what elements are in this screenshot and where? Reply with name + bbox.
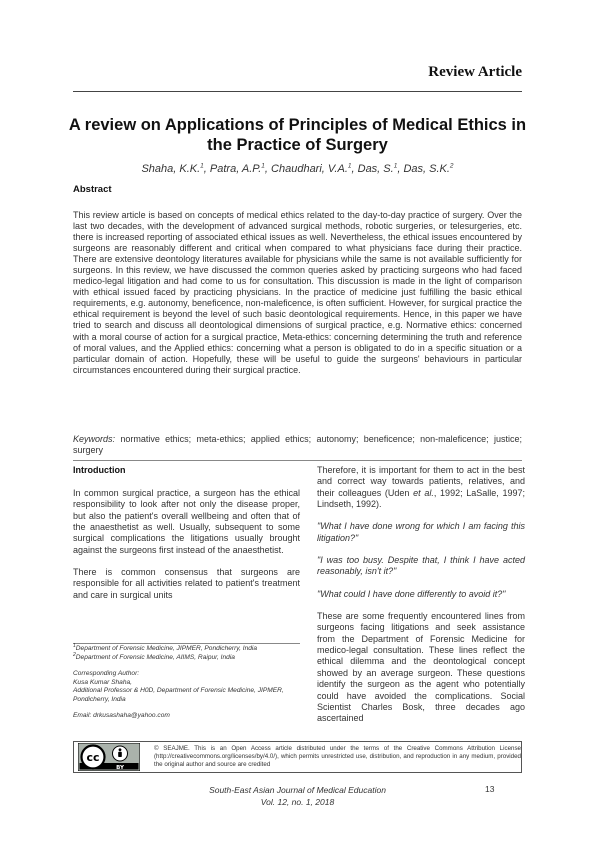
paragraph-text: Therefore, it is important for them to act in the best and correct way towards patients, relatives, and their colleagues (Uden — [317, 465, 525, 498]
introduction-heading: Introduction — [73, 465, 126, 475]
author-list: Shaha, K.K.$^1$, Patra, A.P.$^1$, Chaudhari, V.A.$^1$, Das, S.$^1$, Das, S.K.$^2$ — [141, 162, 454, 175]
keywords-list: normative ethics; meta-ethics; applied ethics; autonomy; beneficence; non-maleficence; justice; surgery — [73, 434, 522, 456]
author: Das, S. — [357, 163, 394, 175]
journal-volume: Vol. 12, no. 1, 2018 — [260, 797, 335, 807]
author: Chaudhari, V.A. — [271, 163, 348, 175]
right-column — [317, 465, 525, 736]
affiliation-mark: 1 — [347, 162, 352, 170]
author: Patra, A.P. — [209, 163, 262, 175]
cc-by-icon — [78, 743, 140, 771]
paragraph: There is common consensus that surgeons are responsible for all activities related to patient's treatment and care in surgical units — [73, 567, 300, 600]
page-number: 13 — [485, 784, 495, 794]
title-line-1: A review on Applications of Principles of Medical Ethics in — [68, 116, 527, 134]
affiliation-mark: 1 — [393, 162, 398, 170]
cc-by-badge — [78, 743, 140, 771]
abstract-body: This review article is based on concepts of medical ethics related to the day-to-day practice of surgery. Over the last two decades, with the development of advanced surgical methods, robotic surgeries, or telesurgeries, etc. there is increased reporting of associated ethical issues as well. Nevertheless, the ethical issues encountered by surgeons are reasonably different and critical when compared to what physicians face during their practice. There are extensive deontology literatures available for physicians while the same is not available sufficiently for surgeons. In this review, we have discussed the common queries asked by practicing surgeons who had faced medico-legal litigation and had come to us for consultation. This discussion is made in the light of comparison with ethical issued faced by practicing physicians. In the practice of medicine just fulfilling the basic ethical requirements, e.g. autonomy, beneficence, non-maleficence, is often sufficient. However, for surgical practice the ethical requirement is beyond the level of such basic deontological requirements. Hence, in this paper we have tried to search and discuss all deontological dimensions of surgical practice, e.g. Normative ethics: concerned with a moral course of action for a surgical practice, Meta-ethics: concerning determining the truth and reference of moral values, and the Applied ethics: concerning what a person is obligated to do in a specific situation or a particular domain of action. Hopefully, these will be useful to guide the surgeons' behaviours in particular circumstances encountered during their surgical practice. — [73, 210, 522, 375]
corresponding-position: Additional Professor & H0D, Department of Forensic Medicine, JIPMER, Pondicherry, India — [73, 687, 284, 703]
journal-name: South-East Asian Journal of Medical Education — [209, 785, 386, 795]
paragraph-text: , 1992; LaSalle, 1997; Lindseth, 1992). — [317, 487, 526, 510]
title-line-2: the Practice of Surgery — [207, 136, 388, 154]
footnotes — [73, 642, 303, 721]
corresponding-name: Kusa Kumar Shaha, — [73, 678, 133, 686]
paragraph — [317, 465, 525, 510]
affiliation-mark: 2 — [449, 162, 454, 170]
affiliation-mark: 1 — [261, 162, 265, 170]
author: Shaha, K.K. — [141, 163, 201, 175]
author: Das, S.K. — [403, 163, 450, 175]
quote: "I was too busy. Despite that, I think I have acted reasonably, isn't it?" — [317, 555, 525, 577]
paragraph: In common surgical practice, a surgeon has the ethical responsibility to look after not only the disease proper, but also the patient's overall wellbeing and often that of the anaesthetist as well. Usually, subsequent to some surgical complications the litigations usually brought against the surgeons first instead of the anaesthetist. — [73, 488, 300, 555]
by-letters: BY — [116, 765, 124, 771]
affiliation-mark: 1 — [73, 642, 76, 649]
quote: "What I have done wrong for which I am facing this litigation?" — [317, 521, 525, 543]
paragraph: These are some frequently encountered lines from surgeons facing litigations and seek assistance from the Department of Forensic Medicine for medico-legal consultation. These lines reflect the ethical dilemma and the deontological concept showed by an average surgeon. These questions identify the surgeon as the agent who potentially could have avoided the complications. Social Scientist Charles Bosk, three decades ago ascertained — [317, 611, 525, 724]
corresponding-email: Email: drkusashaha@yahoo.com — [73, 712, 170, 719]
section-divider — [73, 460, 522, 461]
abstract-heading: Abstract — [73, 184, 112, 195]
affiliation-mark: 1 — [200, 162, 204, 170]
quote: "What could I have done differently to avoid it?" — [317, 588, 506, 599]
footnote-divider — [73, 643, 300, 644]
article-title — [60, 115, 535, 155]
section-label: Review Article — [428, 64, 522, 80]
affiliation-text: Department of Forensic Medicine, JIPMER, Pondicherry, India — [75, 645, 258, 652]
affiliation-1 — [73, 642, 303, 654]
affiliation-text: Department of Forensic Medicine, AIIMS, Raipur, India — [75, 653, 235, 661]
header-divider — [73, 91, 522, 92]
affiliation-2 — [73, 651, 303, 663]
et-al: et al. — [413, 487, 434, 498]
license-box — [73, 741, 522, 773]
affiliation-mark: 2 — [73, 651, 76, 658]
cc-letters: cc — [86, 751, 100, 765]
keywords-label: Keywords: — [73, 434, 116, 444]
left-column — [73, 488, 300, 612]
corresponding-label: Corresponding Author: — [73, 670, 140, 677]
license-text: © SEAJME. This is an Open Access article distributed under the terms of the Creative Commons Attribution License (http://creativecommons.org/licenses/by/4.0/), which permits unrestricted use, distribution, and reproduction in any medium, provided the original author and source are credited — [154, 744, 521, 769]
keywords — [73, 434, 522, 456]
